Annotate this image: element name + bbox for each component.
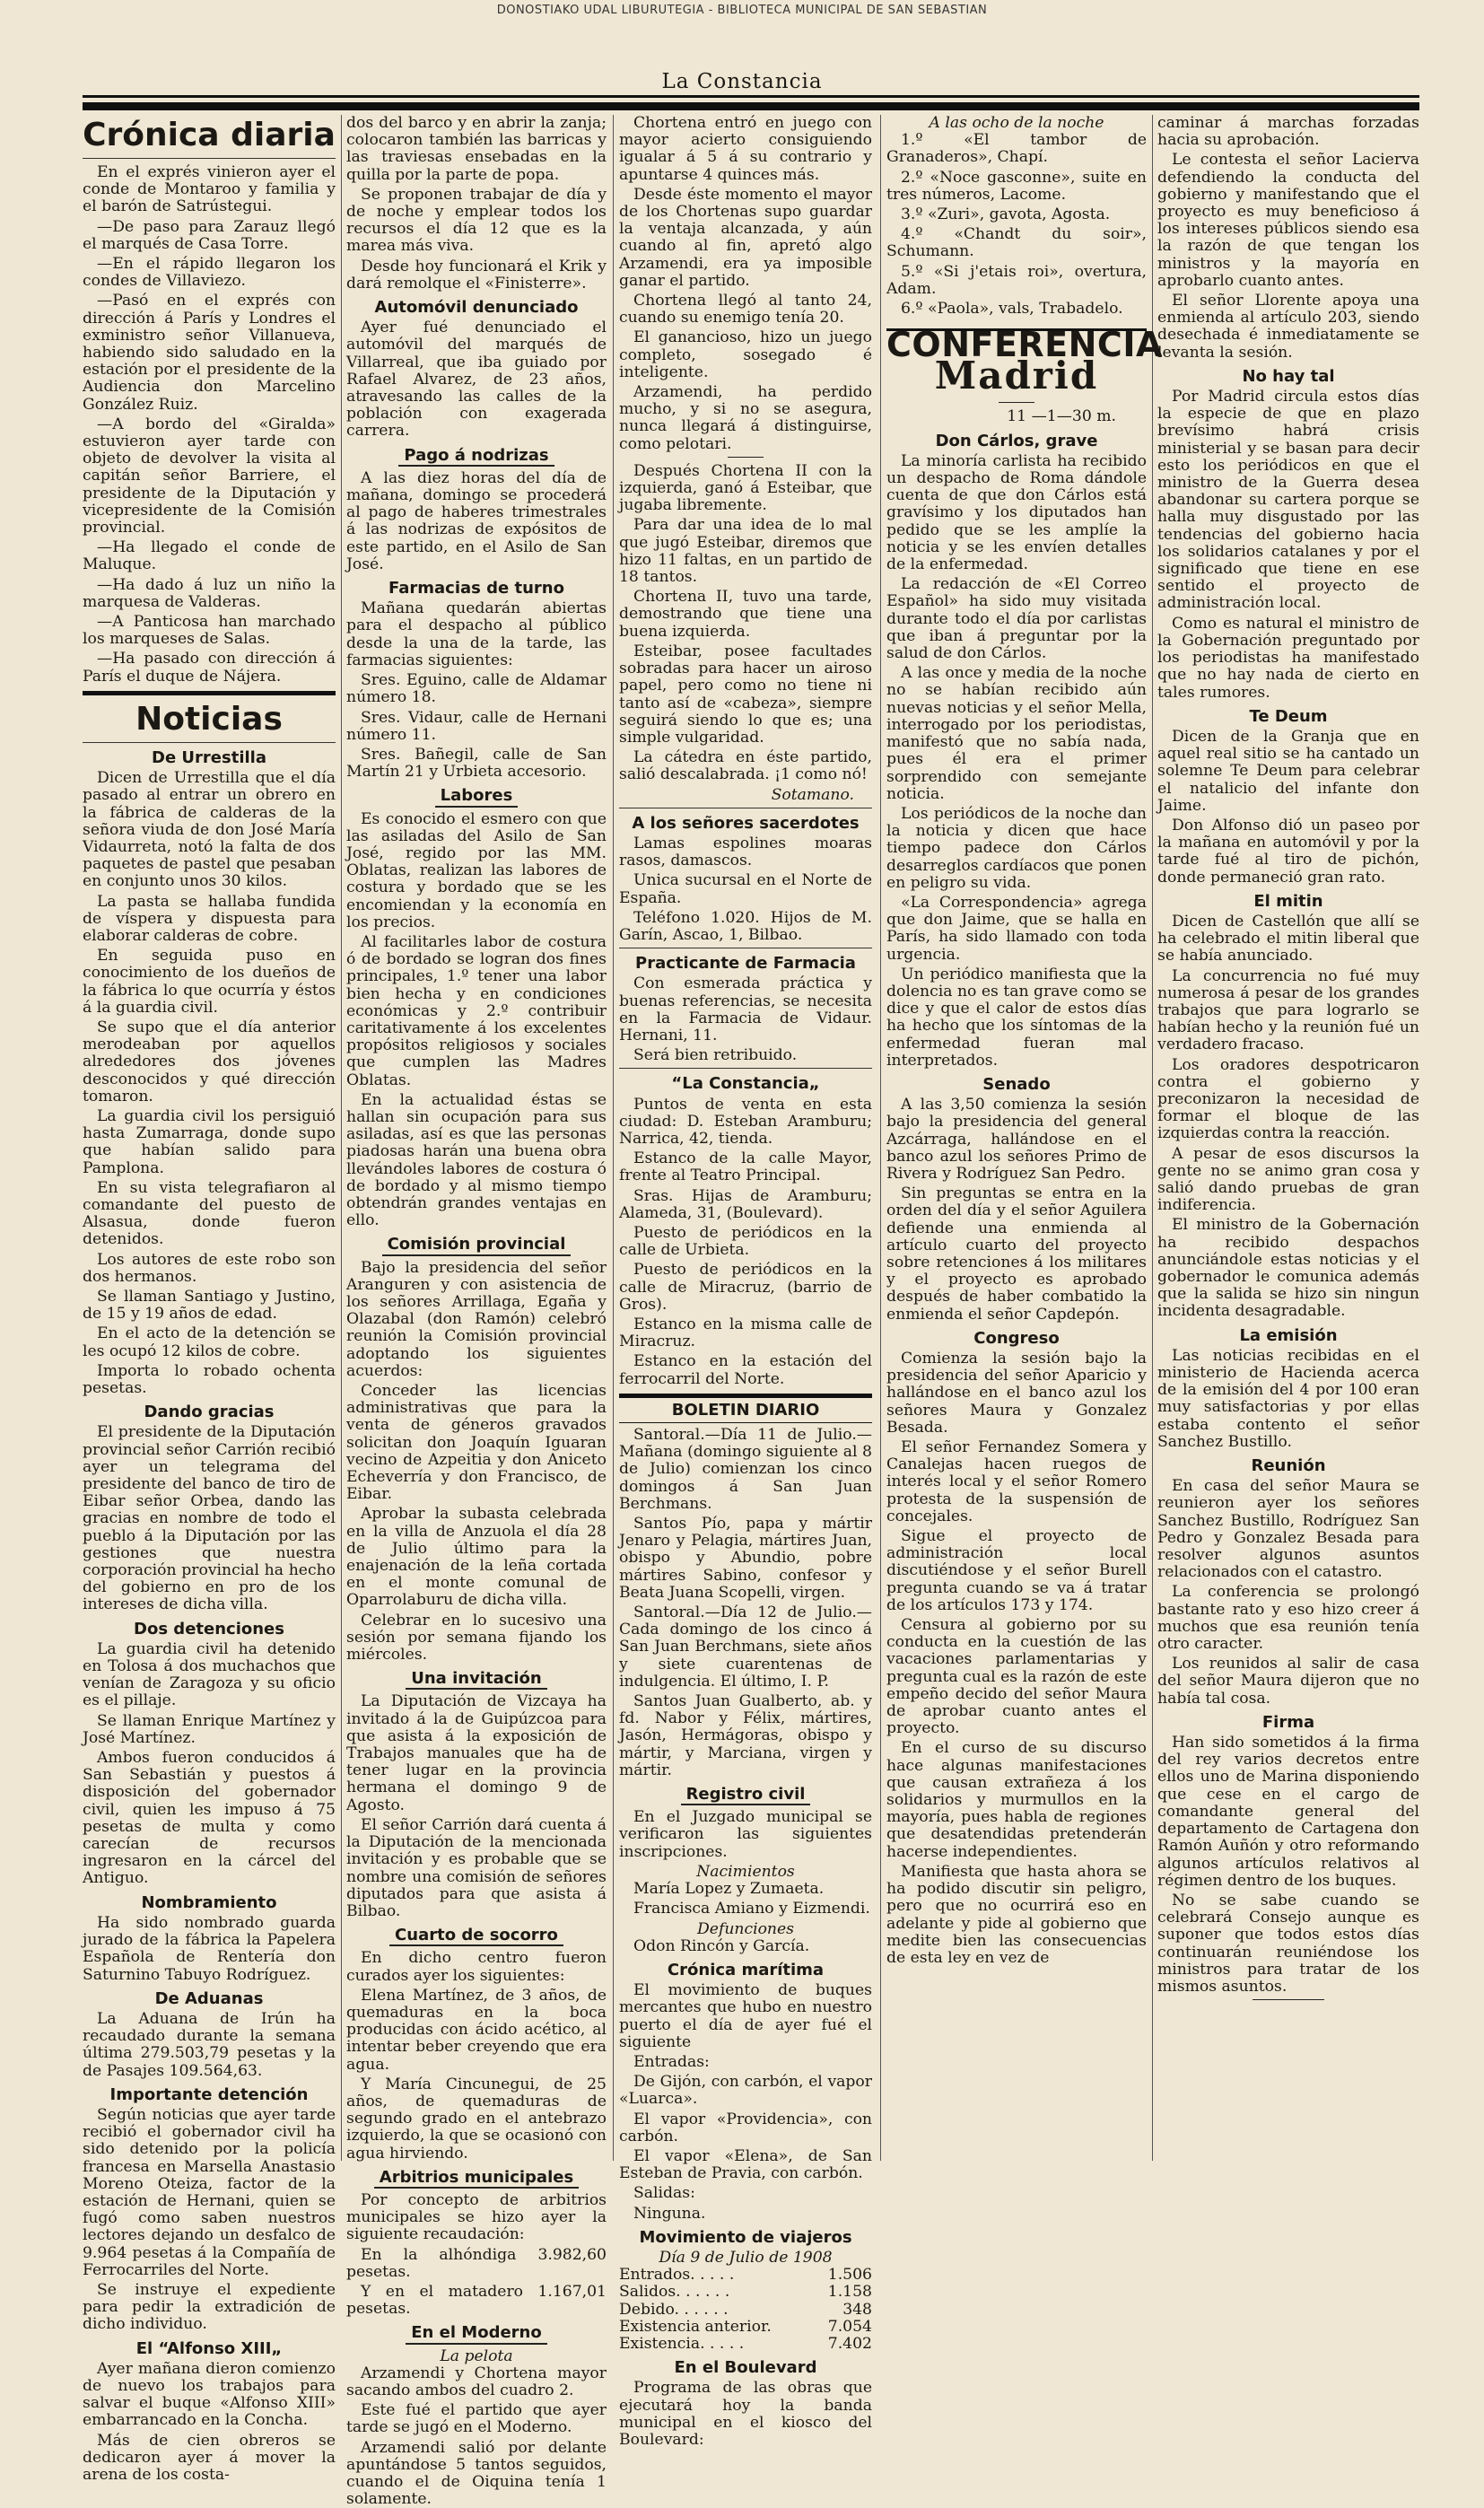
paragraph: «La Correspondencia» agrega que don Jaime, que se halla en París, ha sido llamado con toda urgencia. — [886, 893, 1147, 964]
heading-text: Cuarto de socorro — [389, 1927, 563, 1946]
paragraph: Chortena llegó al tanto 24, cuando su enemigo tenía 20. — [619, 292, 872, 328]
heading-text: De Aduanas — [154, 1988, 264, 2008]
dateline: 11 —1—30 m. — [1007, 407, 1116, 426]
paragraph: Más de cien obreros se dedicaron ayer á mover la arena de los costa- — [83, 2431, 336, 2484]
paragraph: En el acto de la detención se les ocupó 12 kilos de cobre. — [83, 1324, 336, 1360]
paragraph: Puntos de venta en esta ciudad: D. Esteban Aramburu; Narrica, 42, tienda. — [619, 1095, 872, 1148]
paragraph: Bajo la presidencia del señor Aranguren y con asistencia de los señores Arrillaga, Egaña y Olazabal (don Ramón) celebró reunión la Comisión provincial adoptando los siguientes acuerdos: — [346, 1258, 607, 1380]
paragraph: —En el rápido llegaron los condes de Villaviezo. — [83, 255, 336, 291]
paragraph: La guardia civil los persiguió hasta Zumarraga, donde supo que habían salido para Pamplona. — [83, 1106, 336, 1177]
paragraph: Arzamendi y Chortena mayor sacando ambos del cuadro 2. — [346, 2364, 607, 2399]
subheading: Día 9 de Julio de 1908 — [659, 2248, 833, 2267]
heading-text: Labores — [435, 787, 519, 807]
noticias-title: Noticias — [135, 700, 283, 738]
paragraph: —A bordo del «Giralda» estuvieron ayer tarde con objeto de devolver la visita al capitán señor Barriere, el presidente de la Diputación y vicepresidente de la Comisión provincial. — [83, 415, 336, 537]
heading-text: Practicante de Farmacia — [635, 954, 856, 974]
paragraph: La redacción de «El Correo Español» ha sido muy visitada durante todo el día por carlistas que iban á preguntar por la salud de don Cárlos. — [886, 575, 1147, 663]
paragraph: Y María Cincunegui, de 25 años, de quemaduras de segundo grado en el antebrazo izquierdo, la que se ocasionó con agua hirviendo. — [346, 2075, 607, 2163]
stat-label: Salidos. . . . . . — [619, 2283, 730, 2302]
cronica-diaria-title: Crónica diaria — [83, 117, 336, 153]
paragraph: Los oradores despotricaron contra el gobierno y preconizaron la necesidad de formar el bloque de las izquierdas contra la reacción. — [1157, 1055, 1419, 1143]
divider — [83, 691, 336, 695]
paragraph: Los reunidos al salir de casa del señor Maura dijeron que no había tal cosa. — [1157, 1655, 1419, 1708]
section-heading — [1157, 893, 1419, 910]
section-heading — [1157, 1327, 1419, 1344]
paragraph: Dicen de Urrestilla que el día pasado al entrar un obrero en la fábrica de calderas de la señora viuda de don José María Vidaurreta, notó la falta de dos paquetes de pastel que pesaban en conjunto unos 30 kilos. — [83, 769, 336, 891]
paragraph: —Ha pasado con dirección á París el duque de Nájera. — [83, 650, 336, 686]
paragraph: El vapor «Providencia», con carbón. — [619, 2110, 872, 2145]
paragraph: Ambos fueron conducidos á San Sebastián y puestos á disposición del gobernador civil, quien les impuso á 75 pesetas de multa y como carecían de recursos ingresaron en la cárcel del Antiguo. — [83, 1749, 336, 1888]
column-1 — [83, 115, 336, 2484]
section-heading — [83, 2340, 336, 2357]
paragraph: A las 3,50 comienza la sesión bajo la presidencia del general Azcárraga, hallándose en el banco azul los señores Primo de Rivera y Rodríguez San Pedro. — [886, 1096, 1147, 1183]
paragraph: En el curso de su discurso hace algunas manifestaciones que causan extrañeza á los solidarios y murmullos en la mayoría, pues habla de regiones que desatendidas pretenderán hacerse independientes. — [886, 1739, 1147, 1861]
paragraph: Mañana quedarán abiertas para el despacho al público desde la una de la tarde, las farmacias siguientes: — [346, 599, 607, 669]
section-heading — [346, 1927, 607, 1946]
paragraph: La cátedra en éste partido, salió descalabrada. ¡1 como nó! — [619, 748, 872, 784]
paragraph: Santoral.—Día 11 de Julio.—Mañana (domingo siguiente al 8 de Julio) comienzan los cinco domingos á San Juan Berchmans. — [619, 1426, 872, 1513]
stat-value: 348 — [842, 2300, 872, 2319]
stat-value: 1.506 — [827, 2266, 872, 2285]
paragraph: dos del barco y en abrir la zanja; colocaron también las barricas y las traviesas ensebadas en la quilla por la parte de popa. — [346, 114, 607, 184]
newspaper-masthead: La Constancia — [661, 70, 823, 93]
paragraph: Arzamendi, ha perdido mucho, y si no se asegura, nunca llegará á distinguirse, como pelotari. — [619, 383, 872, 453]
paragraph: María Lopez y Zumaeta. — [633, 1880, 825, 1899]
heading-text: En el Boulevard — [674, 2358, 817, 2378]
signature: Sotamano. — [771, 785, 854, 804]
section-heading — [619, 955, 872, 972]
heading-text: El “Alfonso XIII„ — [135, 2338, 283, 2358]
heading-text: Registro civil — [681, 1786, 811, 1805]
heading-text: Senado — [982, 1074, 1051, 1094]
divider — [83, 158, 336, 159]
paragraph: A las diez horas del día de mañana, domingo se procederá al pago de haberes trimestrales á las nodrizas de expósitos de este partido, en el Asilo de San José. — [346, 468, 607, 573]
section-heading — [346, 447, 607, 467]
section-heading — [346, 2169, 607, 2189]
conferencia-title: CONFERENCIA — [886, 325, 1163, 365]
stat-row — [619, 2267, 872, 2284]
paragraph: Puesto de periódicos en la calle de Urbieta. — [619, 1223, 872, 1260]
paragraph: —De paso para Zarauz llegó el marqués de Casa Torre. — [83, 217, 336, 253]
heading-text: Don Cárlos, grave — [935, 431, 1098, 450]
heading-text: A los señores sacerdotes — [632, 813, 860, 833]
paragraph: Este fué el partido que ayer tarde se jugó en el Moderno. — [346, 2401, 607, 2437]
paragraph: Ninguna. — [633, 2204, 706, 2223]
stat-row — [619, 2319, 872, 2336]
stat-label: Existencia. . . . . — [619, 2334, 745, 2353]
paragraph: A las once y media de la noche no se habían recibido aún nuevas noticias y el señor Mella, interrogado por los periodistas, manifestó que no sabía nada, pues él era el primer sorprendido con semejante noticia. — [886, 664, 1147, 803]
paragraph: Lamas espolines moaras rasos, damascos. — [619, 834, 872, 870]
section-heading — [619, 2229, 872, 2246]
heading-text: En el Moderno — [406, 2324, 546, 2344]
library-banner: DONOSTIAKO UDAL LIBURUTEGIA - BIBLIOTECA MUNICIPAL DE SAN SEBASTIAN — [496, 4, 988, 17]
paragraph: Comienza la sesión bajo la presidencia del señor Aparicio y hallándose en el banco azul los señores Maura y Gonzalez Besada. — [886, 1350, 1147, 1437]
paragraph: El presidente de la Diputación provincial señor Carrión recibió ayer un telegrama del presidente del banco de tiro de Eibar señor Orbea, dando las gracias en nombre de todo el pueblo á la Diputación por las gestiones que nuestra corporación provincial ha hecho del gobierno en pro de los intereses de dicha villa. — [83, 1423, 336, 1614]
heading-text: Comisión provincial — [382, 1236, 572, 1255]
heading-text: Crónica marítima — [667, 1960, 825, 1979]
paragraph: Al facilitarles labor de costura ó de bordado se logran dos fines principales, 1.º tener una labor bien hecha y en condiciones económicas y 2.º contribuir caritativamente á los excelentes propósitos religiosos y sociales que cumplen las Madres Oblatas. — [346, 932, 607, 1089]
paragraph: Chortena II, tuvo una tarde, demostrando que tiene una buena izquierda. — [619, 588, 872, 641]
paragraph: Se llaman Enrique Martínez y José Martínez. — [83, 1711, 336, 1747]
stat-value: 7.402 — [827, 2334, 872, 2353]
heading-text: Reunión — [1251, 1456, 1326, 1476]
paragraph: Estanco en la misma calle de Miracruz. — [619, 1315, 872, 1351]
paragraph: Se instruye el expediente para pedir la extradición de dicho individuo. — [83, 2280, 336, 2334]
paragraph: —Ha dado á luz un niño la marquesa de Valderas. — [83, 575, 336, 611]
section-heading — [1157, 708, 1419, 725]
paragraph: Sres. Bañegil, calle de San Martín 21 y Urbieta accesorio. — [346, 745, 607, 782]
divider — [999, 402, 1034, 403]
paragraph: Arzamendi salió por delante apuntándose 5 tantos seguidos, cuando el de Oiquina tenía 1 solamente. — [346, 2438, 607, 2508]
paragraph: —A Panticosa han marchado los marqueses de Salas. — [83, 613, 336, 649]
paragraph: La minoría carlista ha recibido un despacho de Roma dándole cuenta de que don Cárlos está gravísimo y los diputados han pedido que se les amplíe la noticia y se les envíen detalles de la enfermedad. — [886, 451, 1147, 574]
paragraph: —Pasó en el exprés con dirección á París y Londres el exministro señor Villanueva, habiendo sido saludado en la estación por el presidente de la Audiencia don Marcelino González Ruiz. — [83, 292, 336, 414]
paragraph: 6.º «Paola», vals, Trabadelo. — [901, 300, 1123, 319]
paragraph: Importa lo robado ochenta pesetas. — [83, 1361, 336, 1397]
section-heading — [346, 1670, 607, 1690]
column-5 — [1157, 115, 1419, 2179]
paragraph: Programa de las obras que ejecutará hoy la banda municipal en el kiosco del Boulevard: — [619, 2379, 872, 2449]
paragraph: Después Chortena II con la izquierda, ganó á Esteibar, que jugaba libremente. — [619, 461, 872, 515]
heading-text: Una invitación — [406, 1670, 547, 1690]
paragraph: En el Juzgado municipal se verificaron las siguientes inscripciones. — [619, 1808, 872, 1861]
paragraph: 3.º «Zuri», gavota, Agosta. — [901, 205, 1111, 224]
paragraph: Se llaman Santiago y Justino, de 15 y 19 años de edad. — [83, 1287, 336, 1324]
heading-text: Importante detención — [109, 2084, 309, 2104]
stat-label: Debido. . . . . . — [619, 2300, 729, 2319]
paragraph: En la alhóndiga 3.982,60 pesetas. — [346, 2245, 607, 2281]
paragraph: En su vista telegrafiaron al comandante del puesto de Alsasua, donde fueron detenidos. — [83, 1178, 336, 1249]
column-2 — [346, 114, 607, 2508]
heading-text: El mitin — [1253, 891, 1323, 911]
section-heading — [83, 1621, 336, 1638]
paragraph: Y en el matadero 1.167,01 pesetas. — [346, 2282, 607, 2319]
section-heading — [1157, 1457, 1419, 1474]
stat-row — [619, 2302, 872, 2319]
paragraph: En casa del señor Maura se reunieron ayer los señores Sanchez Bustillo, Rodríguez San Pedro y Gonzalez Besada para resolver algunos asuntos relacionados con el catastro. — [1157, 1477, 1419, 1582]
paragraph: De Gijón, con carbón, el vapor «Luarca». — [619, 2073, 872, 2109]
divider — [728, 457, 764, 458]
paragraph: Se proponen trabajar de día y de noche y emplear todos los recursos el día 12 que es la marea más viva. — [346, 185, 607, 256]
paragraph: En seguida puso en conocimiento de los dueños de la fábrica lo que ocurría y éstos á la guardia civil. — [83, 947, 336, 1017]
section-heading — [619, 1075, 872, 1092]
subheading: La pelota — [440, 2346, 513, 2365]
paragraph: Es conocido el esmero con que las asiladas del Asilo de San José, regido por las MM. Oblatas, realizan las labores de costura y bordado que se les encomiendan y la economía en los precios. — [346, 809, 607, 931]
paragraph: Para dar una idea de lo mal que jugó Esteibar, diremos que hizo 11 faltas, en un partido de 18 tantos. — [619, 516, 872, 587]
column-divider — [341, 115, 342, 2161]
paragraph: En la actualidad éstas se hallan sin ocupación para sus asiladas, así es que las personas piadosas harán una buena obra llevándoles labores de costura ó de bordado y al mismo tiempo obtendrán grandes ventajas en ello. — [346, 1090, 607, 1230]
paragraph: Estanco en la estación del ferrocarril del Norte. — [619, 1352, 872, 1388]
stat-row — [619, 2336, 872, 2353]
section-heading — [83, 1894, 336, 1911]
paragraph: Los autores de este robo son dos hermanos. — [83, 1250, 336, 1286]
paragraph: Sres. Eguino, calle de Aldamar número 18. — [346, 671, 607, 707]
heading-text: Congreso — [973, 1328, 1060, 1348]
paragraph: Un periódico manifiesta que la dolencia no es tan grave como se dice y que el calor de estos días ha hecho que los síntomas de la enfermedad fueran mal interpretados. — [886, 965, 1147, 1070]
paragraph: La concurrencia no fué muy numerosa á pesar de los grandes trabajos que para lograrlo se habían hecho y la reunión fué un verdadero fracaso. — [1157, 966, 1419, 1054]
section-heading — [346, 2324, 607, 2344]
paragraph: Odon Rincón y García. — [633, 1936, 810, 1955]
paragraph: Ayer fué denunciado el automóvil del marqués de Villarreal, que iba guiado por Rafael Alvarez, de 23 años, atravesando las calles de la población con exagerada carrera. — [346, 319, 607, 441]
paragraph: Por concepto de arbitrios municipales se hizo ayer la siguiente recaudación: — [346, 2190, 607, 2244]
paragraph: Santos Pío, papa y mártir Jenaro y Pelagia, mártires Juan, obispo y Abundio, pobre mártires Sabino, confesor y Beata Juana Scopelli, virgen. — [619, 1515, 872, 1602]
stat-label: Existencia anterior. — [619, 2317, 772, 2336]
end-rule — [1253, 1999, 1324, 2000]
paragraph: Sres. Vidaur, calle de Hernani número 11. — [346, 708, 607, 744]
paragraph: Desde hoy funcionará el Krik y dará remolque el «Finisterre». — [346, 257, 607, 293]
section-heading — [346, 580, 607, 597]
section-heading — [619, 2359, 872, 2376]
subheading: A las ocho de la noche — [929, 114, 1104, 132]
paragraph: Ha sido nombrado guarda jurado de la fábrica la Papelera Española de Rentería don Saturnino Tabuyo Rodríguez. — [83, 1913, 336, 1984]
paragraph: Por Madrid circula estos días la especie de que en plazo brevísimo habrá crisis ministerial y se basan para decir esto los periódicos en que el ministro de la Guerra desea abandonar su cartera porque se halla muy disgustado por las tendencias del gobierno hacia los solidarios catalanes y por el significado que tiene en ese sentido el proyecto de administración local. — [1157, 388, 1419, 613]
heading-text: La emisión — [1239, 1325, 1338, 1345]
paragraph: Chortena entró en juego con mayor acierto consiguiendo igualar á 5 á su contrario y apuntarse 4 quinces más. — [619, 114, 872, 184]
paragraph: En el exprés vinieron ayer el conde de Montaroo y familia y el barón de Satrústegui. — [83, 163, 336, 216]
paragraph: Le contesta el señor Lacierva defendiendo la conducta del gobierno y manifestando que el proyecto es muy beneficioso á los intereses públicos siendo esa la razón de que tengan los ministros y la mayoría en aprobarlo cuanto antes. — [1157, 151, 1419, 290]
section-heading — [886, 1330, 1147, 1347]
section-heading — [346, 299, 607, 316]
paragraph: Será bien retribuido. — [633, 1046, 798, 1065]
heading-text: Firma — [1261, 1712, 1315, 1732]
paragraph: Santos Juan Gualberto, ab. y fd. Nabor y Félix, mártires, Jasón, Hermágoras, obispo y mártir, y Marciana, virgen y mártir. — [619, 1692, 872, 1779]
paragraph: caminar á marchas forzadas hacia su aprobación. — [1157, 114, 1419, 150]
section-heading — [886, 1076, 1147, 1093]
paragraph: Manifiesta que hasta ahora se ha podido discutir sin peligro, pero que no ocurrirá eso en adelante y pide al gobierno que medite bien las consecuencias de esta ley en vez de — [886, 1862, 1147, 1967]
paragraph: Sigue el proyecto de administración local discutiéndose y el señor Burell pregunta cuando se va á tratar de los artículos 173 y 174. — [886, 1527, 1147, 1614]
paragraph: Censura al gobierno por su conducta en la cuestión de las vacaciones parlamentarias y pregunta cual es la razón de este empeño decido del señor Maura de aprobar cuanto antes el proyecto. — [886, 1616, 1147, 1738]
column-4 — [886, 114, 1163, 2179]
paragraph: Como es natural el ministro de la Gobernación preguntado por los periodistas ha manifestado que no hay nada de cierto en tales rumores. — [1157, 614, 1419, 702]
paragraph: Conceder las licencias administrativas que para la venta de géneros gravados solicitan don Joaquín Iguaran vecino de Azpeitia y don Aniceto Echeverría y don Francisco, de Eibar. — [346, 1382, 607, 1504]
heading-text: Farmacias de turno — [388, 579, 564, 599]
section-heading — [83, 1990, 336, 2007]
paragraph: La conferencia se prolongó bastante rato y eso hizo creer á muchos que esa reunión tenía otro caracter. — [1157, 1583, 1419, 1654]
boletin-heading: BOLETIN DIARIO — [619, 1394, 872, 1423]
section-heading — [1157, 368, 1419, 385]
paragraph: El señor Carrión dará cuenta á la Diputación de la mencionada invitación y es probable que se nombre una comisión de señores diputados para que asista á Bilbao. — [346, 1815, 607, 1920]
stat-row — [619, 2284, 872, 2301]
section-heading — [83, 749, 336, 766]
paragraph: La Diputación de Vizcaya ha invitado á la de Guipúzcoa para que asista á la exposición de Trabajos manuales que ha de tener lugar en la provincia hermana el domingo 9 de Agosto. — [346, 1692, 607, 1814]
heading-text: Dando gracias — [144, 1403, 275, 1422]
heading-text: Dos detenciones — [134, 1619, 284, 1639]
paragraph: —Ha llegado el conde de Maluque. — [83, 538, 336, 574]
heading-text: De Urrestilla — [152, 747, 266, 767]
paragraph: 4.º «Chandt du soir», Schumann. — [886, 225, 1147, 261]
paragraph: Teléfono 1.020. Hijos de M. Garín, Ascao, 1, Bilbao. — [619, 908, 872, 944]
paragraph: 2.º «Noce gasconne», suite en tres números, Lacome. — [886, 168, 1147, 204]
paragraph: Ayer mañana dieron comienzo de nuevo los trabajos para salvar el buque «Alfonso XIII» embarrancado en la Concha. — [83, 2359, 336, 2430]
paragraph: Con esmerada práctica y buenas referencias, se necesita en la Farmacia de Vidaur. Hernani, 11. — [619, 974, 872, 1044]
section-heading — [619, 815, 872, 832]
paragraph: Don Alfonso dió un paseo por la mañana en automóvil y por la tarde fué al tiro de pichón, donde permaneció gran rato. — [1157, 816, 1419, 887]
paragraph: El movimiento de buques mercantes que hubo en nuestro puerto el día de ayer fué el siguiente — [619, 1981, 872, 2051]
paragraph: Dicen de la Granja que en aquel real sitio se ha cantado un solemne Te Deum para celebrar el natalicio del infante don Jaime. — [1157, 727, 1419, 815]
divider — [83, 742, 336, 743]
paragraph: Puesto de periódicos en la calle de Miracruz, (barrio de Gros). — [619, 1261, 872, 1314]
heading-text: Movimiento de viajeros — [639, 2227, 852, 2247]
section-heading — [1157, 1714, 1419, 1731]
heading-text: No hay tal — [1242, 366, 1335, 386]
paragraph: Los periódicos de la noche dan la noticia y dicen que hace tiempo padece don Cárlos desarreglos cardíacos que ponen en peligro su vida. — [886, 804, 1147, 892]
column-divider — [613, 115, 614, 2161]
stat-value: 1.158 — [827, 2283, 872, 2302]
paragraph: El ministro de la Gobernación ha recibido despachos anunciándole estas noticias y el gobernador le comunica además que la salida se hizo sin ningun incidenta desagradable. — [1157, 1216, 1419, 1321]
masthead-thick-rule — [83, 102, 1419, 110]
paragraph: Salidas: — [633, 2184, 695, 2203]
section-heading — [83, 1403, 336, 1420]
paragraph: La Aduana de Irún ha recaudado durante la semana última 279.503,79 pesetas y la de Pasajes 109.564,63. — [83, 2009, 336, 2080]
paragraph: Celebrar en lo sucesivo una sesión por semana fijando los miércoles. — [346, 1611, 607, 1665]
paragraph: Aprobar la subasta celebrada en la villa de Anzuola el día 28 de Julio último para la enajenación de la leña cortada en el monte comunal de Oparrolaburu de dicha villa. — [346, 1505, 607, 1610]
column-divider — [1152, 115, 1153, 2161]
paragraph: El vapor «Elena», de San Esteban de Pravia, con carbón. — [619, 2146, 872, 2183]
section-heading — [346, 1236, 607, 1255]
paragraph: La guardia civil ha detenido en Tolosa á dos muchachos que venían de Zaragoza y su oficio es el pillaje. — [83, 1639, 336, 1710]
subheading: Nacimientos — [696, 1862, 795, 1881]
paragraph: A pesar de esos discursos la gente no se animo gran cosa y salió dando pruebas de gran indiferencia. — [1157, 1144, 1419, 1215]
section-heading — [83, 2086, 336, 2103]
paragraph: Francisca Amiano y Eizmendi. — [633, 1900, 870, 1918]
column-divider — [880, 115, 881, 2161]
column-3 — [619, 114, 872, 2449]
section-heading — [346, 787, 607, 807]
paragraph: Santoral.—Día 12 de Julio.—Cada domingo de los cinco á San Juan Berchmans, siete años y siete cuarentenas de indulgencia. El último, I. P. — [619, 1604, 872, 1691]
paragraph: Unica sucursal en el Norte de España. — [619, 871, 872, 907]
paragraph: Desde éste momento el mayor de los Chortenas supo guardar la ventaja alcanzada, y aún cuando al fin, apretó algo Arzamendi, era ya imposible ganar el partido. — [619, 185, 872, 290]
paragraph: Según noticias que ayer tarde recibió el gobernador civil ha sido detenido por la policía francesa en Marsella Anastasio Moreno Oteiza, factor de la estación de Hernani, quien se fugó como saben nuestros lectores dejando un desfalco de 9.964 pesetas á la Compañía de Ferrocarriles del Norte. — [83, 2105, 336, 2279]
heading-text: Nombramiento — [141, 1892, 277, 1912]
heading-text: “La Constancia„ — [671, 1074, 820, 1094]
paragraph: Sin preguntas se entra en la orden del día y el señor Aguilera defiende una enmienda al artículo cuarto del proyecto sobre retenciones á los militares y el proyecto es aprobado después de haber combatido la enmienda el señor Capdepón. — [886, 1184, 1147, 1324]
paragraph: El señor Fernandez Somera y Canalejas hacen ruegos de interés local y el señor Romero protesta de la suspensión de concejales. — [886, 1438, 1147, 1525]
masthead-rule — [83, 95, 1419, 98]
heading-text: Automóvil denunciado — [374, 298, 579, 318]
paragraph: En dicho centro fueron curados ayer los siguientes: — [346, 1949, 607, 1985]
paragraph: Esteibar, posee facultades sobradas para hacer un airoso papel, pero como no tiene ni tanto así de «cabeza», siempre seguirá siendo lo que es; una simple vulgaridad. — [619, 642, 872, 747]
paragraph: Han sido sometidos á la firma del rey varios decretos entre ellos uno de Marina disponiendo que cese en el cargo de comandante general del departamento de Cartagena don Ramón Auñón y otro reformando algunos artículos relativos al régimen dentro de los buques. — [1157, 1734, 1419, 1890]
section-heading — [619, 1786, 872, 1805]
section-heading — [619, 1962, 872, 1979]
paragraph: La pasta se hallaba fundida de víspera y dispuesta para elaborar calderas de cobre. — [83, 892, 336, 945]
heading-text: Te Deum — [1249, 706, 1328, 726]
paragraph: El ganancioso, hizo un juego completo, sosegado é inteligente. — [619, 328, 872, 381]
paragraph: 1.º «El tambor de Granaderos», Chapí. — [886, 131, 1147, 167]
paragraph: Sras. Hijas de Aramburu; Alameda, 31, (Boulevard). — [619, 1186, 872, 1222]
stat-value: 7.054 — [827, 2317, 872, 2336]
paragraph: Estanco de la calle Mayor, frente al Teatro Principal. — [619, 1149, 872, 1185]
divider — [619, 1068, 872, 1069]
paragraph: No se sabe cuando se celebrará Consejo aunque es suponer que todos estos días continuarán reuniéndose los ministros para tratar de los mismos asuntos. — [1157, 1891, 1419, 1996]
madrid-title: Madrid — [934, 354, 1099, 398]
heading-text: Arbitrios municipales — [374, 2169, 579, 2189]
subheading: Defunciones — [697, 1919, 794, 1938]
paragraph: Dicen de Castellón que allí se ha celebrado el mitin liberal que se había anunciado. — [1157, 912, 1419, 966]
paragraph: Entradas: — [633, 2052, 710, 2071]
paragraph: Las noticias recibidas en el ministerio de Hacienda acerca de la emisión del 4 por 100 eran muy satisfactorias y por ellas estaba contento el señor Sanchez Bustillo. — [1157, 1346, 1419, 1451]
paragraph: Elena Martínez, de 3 años, de quemaduras en la boca producidas con ácido acético, al intentar beber creyendo que era agua. — [346, 1986, 607, 2074]
paragraph: El señor Llorente apoya una enmienda al artículo 203, siendo desechada é inmediatamente se levanta la sesión. — [1157, 292, 1419, 362]
section-heading — [886, 433, 1147, 450]
paragraph: 5.º «Si j'etais roi», overtura, Adam. — [886, 262, 1147, 298]
paragraph: Se supo que el día anterior merodeaban por aquellos alrededores dos jóvenes desconocidos y qué dirección tomaron. — [83, 1018, 336, 1105]
heading-text: Pago á nodrizas — [398, 447, 554, 467]
stat-label: Entrados. . . . . — [619, 2266, 735, 2285]
